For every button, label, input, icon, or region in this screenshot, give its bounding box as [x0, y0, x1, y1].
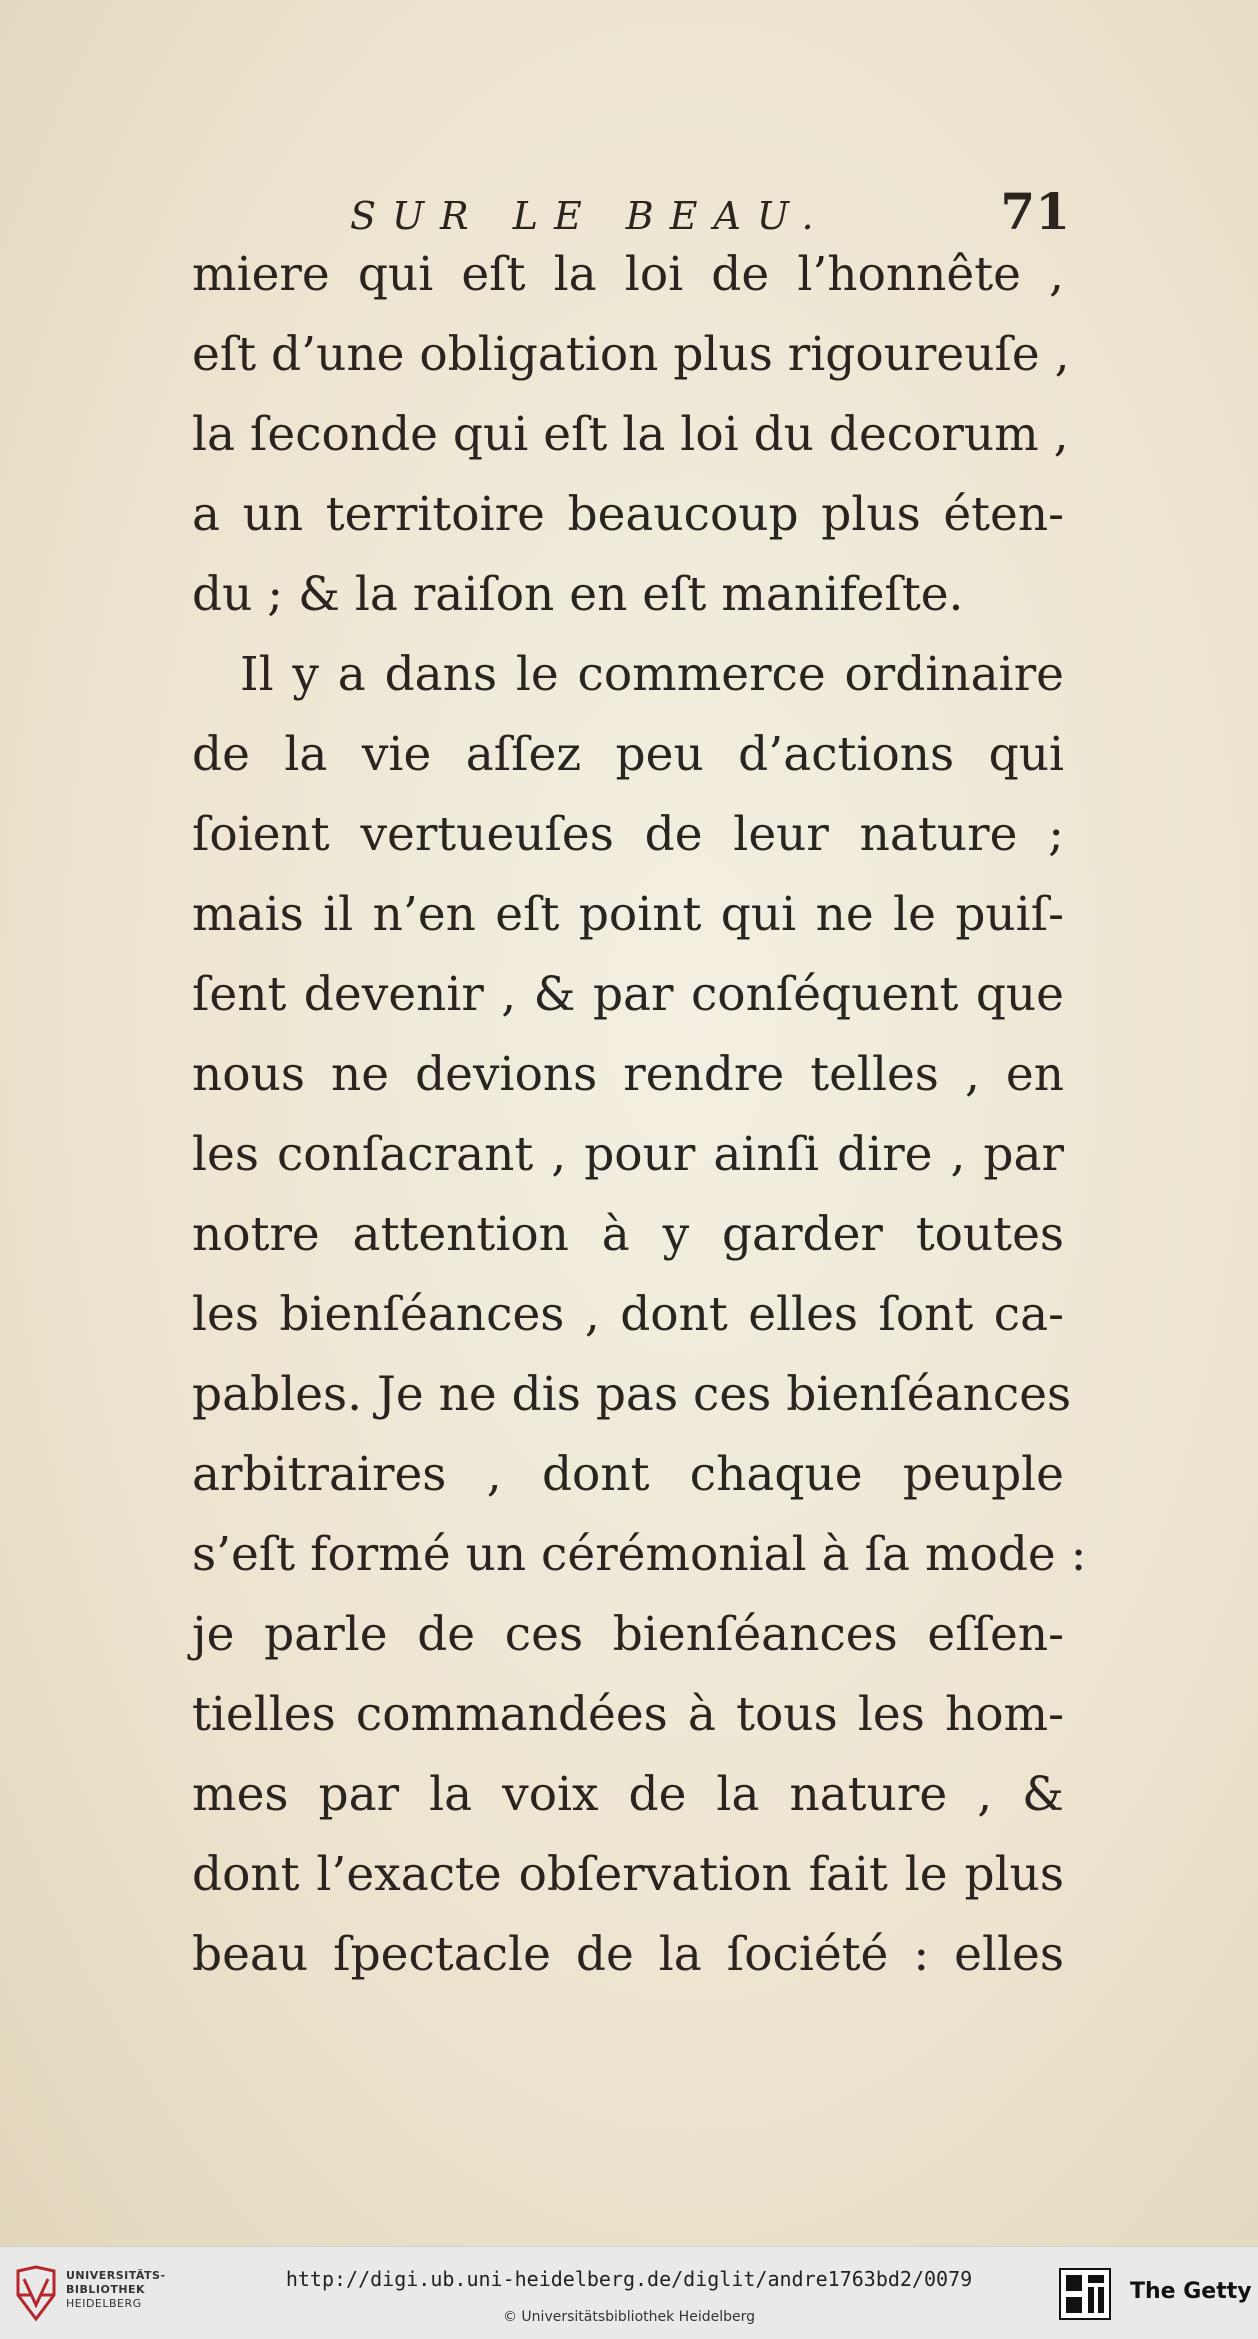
text-line: tielles commandées à tous les hom-: [192, 1687, 1064, 1742]
text-line: du ; & la raiſon en eſt manifeſte.: [192, 567, 964, 622]
library-name-line: BIBLIOTHEK: [66, 2283, 146, 2296]
text-line: a un territoire beaucoup plus éten-: [192, 487, 1064, 542]
library-name-line: HEIDELBERG: [66, 2297, 142, 2310]
viewer-footer: [0, 2246, 1258, 2339]
text-line: les bienſéances , dont elles ſont ca-: [192, 1287, 1064, 1342]
text-line: dont l’exacte obſervation fait le plus: [192, 1847, 1064, 1902]
copyright-notice: © Universitätsbibliothek Heidelberg: [502, 2309, 755, 2325]
text-line: notre attention à y garder toutes: [192, 1207, 1064, 1262]
page-header: [350, 182, 1070, 241]
permalink-url[interactable]: http://digi.ub.uni-heidelberg.de/diglit/andre1763bd2/0079: [285, 2267, 973, 2291]
text-line: mais il n’en eſt point qui ne le puiſ-: [192, 887, 1064, 942]
text-line: mes par la voix de la nature , &: [192, 1767, 1064, 1822]
text-line: miere qui eſt la loi de l’honnête ,: [192, 247, 1064, 302]
text-line: pables. Je ne dis pas ces bienſéances: [192, 1367, 1072, 1422]
text-line: ſent devenir , & par conſéquent que: [192, 967, 1064, 1022]
text-line: les conſacrant , pour ainſi dire , par: [192, 1127, 1064, 1182]
text-line: de la vie aſſez peu d’actions qui: [192, 727, 1064, 782]
text-line: Il y a dans le commerce ordinaire: [240, 647, 1064, 702]
text-line: arbitraires , dont chaque peuple: [192, 1447, 1064, 1502]
page-number: 71: [1000, 182, 1070, 241]
text-line: eſt d’une obligation plus rigoureuſe ,: [192, 327, 1070, 382]
text-line: s’eſt formé un cérémonial à ſa mode :: [192, 1527, 1087, 1582]
running-title: SUR LE BEAU.: [350, 194, 830, 238]
text-line: beau ſpectacle de la ſociété : elles: [192, 1927, 1064, 1982]
text-line: nous ne devions rendre telles , en: [192, 1047, 1064, 1102]
partner-name: The Getty: [1130, 2279, 1252, 2304]
text-line: ſoient vertueuſes de leur nature ;: [192, 807, 1064, 862]
getty-logo-icon[interactable]: [1058, 2267, 1112, 2321]
text-line: la ſeconde qui eſt la loi du decorum ,: [192, 407, 1069, 462]
body-text: [192, 235, 1087, 1995]
text-line: je parle de ces bienſéances eſſen-: [192, 1607, 1064, 1662]
library-name-line: UNIVERSITÄTS-: [66, 2269, 166, 2282]
